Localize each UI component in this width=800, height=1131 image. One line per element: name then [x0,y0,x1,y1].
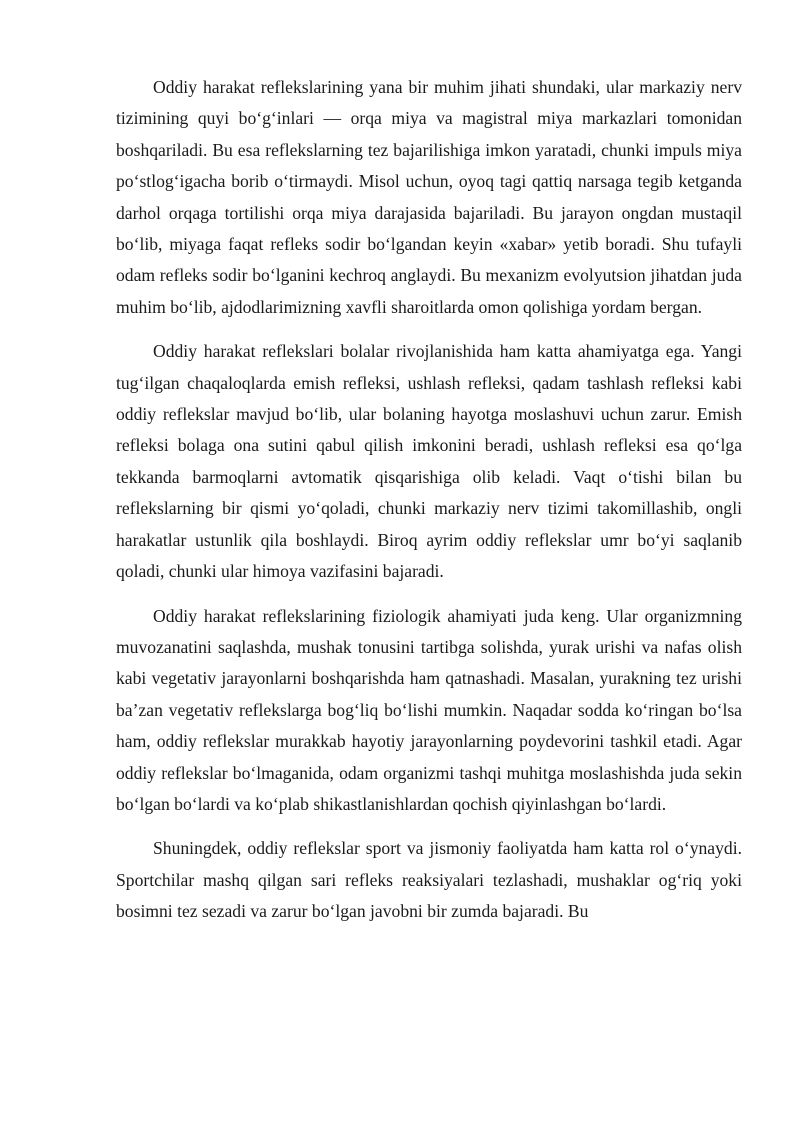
paragraph: Oddiy harakat reflekslarining yana bir muhim jihati shundaki, ular markaziy nerv tizimining quyi bo‘g‘inlari — orqa miya va magistral miya markazlari tomonidan boshqariladi. Bu esa reflekslarning tez bajarilishiga imkon yaratadi, chunki impuls miya po‘stlog‘igacha borib o‘tirmaydi. Misol uchun, oyoq tagi qattiq narsaga tegib ketganda darhol orqaga tortilishi orqa miya darajasida bajariladi. Bu jarayon ongdan mustaqil bo‘lib, miyaga faqat refleks sodir bo‘lgandan keyin «xabar» yetib boradi. Shu tufayli odam refleks sodir bo‘lganini kechroq anglaydi. Bu mexanizm evolyutsion jihatdan juda muhim bo‘lib, ajdodlarimizning xavfli sharoitlarda omon qolishiga yordam bergan. [116,77,742,317]
paragraph: Shuningdek, oddiy reflekslar sport va jismoniy faoliyatda ham katta rol o‘ynaydi. Sportchilar mashq qilgan sari refleks reaksiyalari tezlashadi, mushaklar og‘riq yoki bosimni tez sezadi va zarur bo‘lgan javobni bir zumda bajaradi. Bu [116,838,742,922]
paragraph: Oddiy harakat reflekslari bolalar rivojlanishida ham katta ahamiyatga ega. Yangi tug‘ilgan chaqaloqlarda emish refleksi, ushlash refleksi, qadam tashlash refleksi kabi oddiy reflekslar mavjud bo‘lib, ular bolaning hayotga moslashuvi uchun zarur. Emish refleksi bolaga ona sutini qabul qilish imkonini beradi, ushlash refleksi esa qo‘lga tekkanda barmoqlarni avtomatik qisqarishiga olib keladi. Vaqt o‘tishi bilan bu reflekslarning bir qismi yo‘qoladi, chunki markaziy nerv tizimi takomillashib, ongli harakatlar ustunlik qila boshlaydi. Biroq ayrim oddiy reflekslar umr bo‘yi saqlanib qoladi, chunki ular himoya vazifasini bajaradi. [116,341,742,582]
paragraph: Oddiy harakat reflekslarining fiziologik ahamiyati juda keng. Ular organizmning muvozanatini saqlashda, mushak tonusini tartibga solishda, yurak urishi va nafas olish kabi vegetativ jarayonlarni boshqarishda ham qatnashadi. Masalan, yurakning tez urishi ba’zan vegetativ reflekslarga bog‘liq bo‘lishi mumkin. Naqadar sodda ko‘ringan bo‘lsa ham, oddiy reflekslar murakkab hayotiy jarayonlarning poydevorini tashkil etadi. Agar oddiy reflekslar bo‘lmaganida, odam organizmi tashqi muhitga moslashishda juda sekin bo‘lgan bo‘lardi va ko‘plab shikastlanishlardan qochish qiyinlashgan bo‘lardi. [116,605,742,814]
document-body [116,72,742,941]
